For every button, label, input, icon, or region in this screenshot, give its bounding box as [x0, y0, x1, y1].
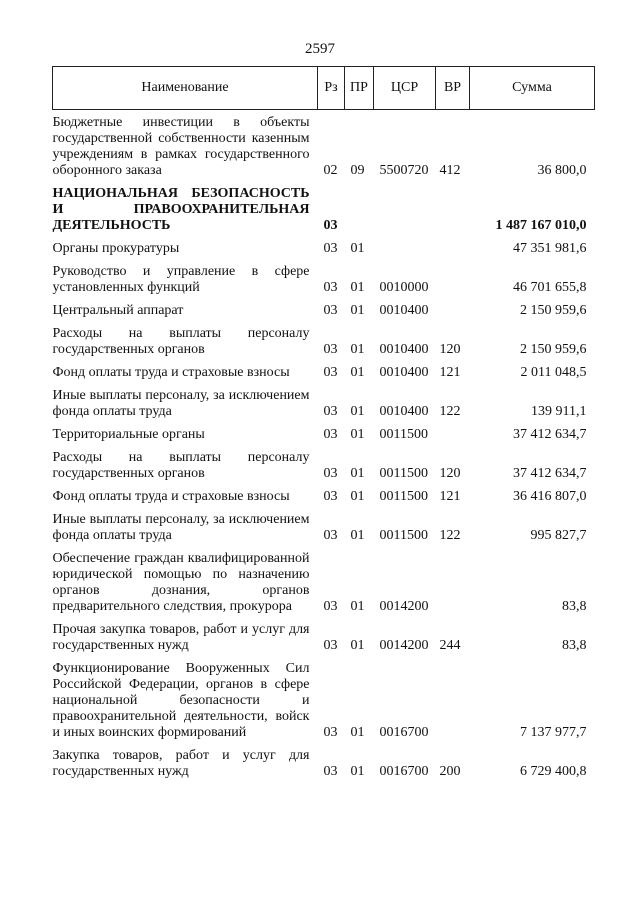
row-name: Закупка товаров, работ и услуг для государственных нужд [52, 748, 310, 779]
row-csr: 0010000 [379, 280, 429, 295]
row-pr: 01 [350, 280, 365, 295]
row-sum: 1 487 167 010,0 [495, 218, 587, 233]
row-vr: 200 [439, 764, 461, 779]
row-pr: 01 [350, 725, 365, 740]
table-row [53, 420, 595, 443]
header-pr: ПР [345, 67, 374, 110]
row-csr: 0010400 [379, 365, 429, 380]
table-row [53, 319, 595, 358]
table-row [53, 296, 595, 319]
row-vr: 120 [439, 466, 461, 481]
row-pr: 01 [350, 489, 365, 504]
row-name: Расходы на выплаты персоналу государственных органов [52, 326, 310, 357]
row-sum: 37 412 634,7 [513, 466, 587, 481]
row-sum: 37 412 634,7 [513, 427, 587, 442]
row-rz: 03 [323, 404, 338, 419]
row-rz: 03 [323, 280, 338, 295]
row-sum: 139 911,1 [531, 404, 587, 419]
row-csr [374, 234, 436, 257]
row-sum: 7 137 977,7 [520, 725, 587, 740]
row-pr: 01 [350, 466, 365, 481]
row-vr: 244 [439, 638, 461, 653]
row-csr: 0016700 [379, 764, 429, 779]
row-pr: 01 [350, 365, 365, 380]
row-rz: 03 [323, 218, 338, 233]
row-vr [436, 234, 470, 257]
table-row [53, 482, 595, 505]
row-name: Иные выплаты персоналу, за исключением фонда оплаты труда [52, 512, 310, 543]
row-rz: 03 [323, 466, 338, 481]
row-sum: 995 827,7 [530, 528, 587, 543]
row-name: Иные выплаты персоналу, за исключением фонда оплаты труда [52, 388, 310, 419]
table-row [53, 654, 595, 741]
row-name: Прочая закупка товаров, работ и услуг для государственных нужд [52, 622, 310, 653]
table-row [53, 381, 595, 420]
row-sum: 36 800,0 [537, 163, 587, 178]
table-row [53, 110, 595, 180]
row-pr [345, 179, 374, 234]
header-row [53, 67, 595, 110]
row-sum: 6 729 400,8 [520, 764, 587, 779]
row-sum: 2 150 959,6 [520, 303, 587, 318]
row-name: Бюджетные инвестиции в объекты государственной собственности казенным учреждениям в рамках государственного оборонного заказа [52, 115, 310, 178]
row-vr [436, 654, 470, 741]
row-rz: 03 [323, 764, 338, 779]
row-pr: 01 [350, 241, 365, 256]
row-rz: 03 [323, 528, 338, 543]
row-sum: 83,8 [562, 599, 587, 614]
row-csr: 5500720 [379, 163, 429, 178]
row-vr [436, 420, 470, 443]
table-body [53, 110, 595, 781]
table-row [53, 615, 595, 654]
row-csr: 0014200 [379, 638, 429, 653]
page-number: 2597 [305, 41, 335, 57]
row-name: НАЦИОНАЛЬНАЯ БЕЗОПАСНОСТЬ И ПРАВООХРАНИТЕЛЬНАЯ ДЕЯТЕЛЬНОСТЬ [52, 186, 310, 233]
row-csr: 0011500 [379, 466, 428, 481]
table-row [53, 505, 595, 544]
row-pr: 01 [350, 638, 365, 653]
row-sum: 83,8 [562, 638, 587, 653]
row-rz: 03 [323, 365, 338, 380]
budget-table [52, 66, 595, 780]
row-csr: 0010400 [379, 404, 429, 419]
row-vr: 120 [439, 342, 461, 357]
row-sum: 47 351 981,6 [513, 241, 587, 256]
table-row [53, 741, 595, 780]
row-sum: 2 150 959,6 [520, 342, 587, 357]
row-rz: 03 [323, 638, 338, 653]
row-name: Центральный аппарат [52, 303, 184, 318]
header-sum: Сумма [470, 67, 595, 110]
row-rz: 03 [323, 303, 338, 318]
row-csr: 0014200 [379, 599, 429, 614]
row-name: Органы прокуратуры [52, 241, 180, 256]
row-csr: 0016700 [379, 725, 429, 740]
row-sum: 2 011 048,5 [520, 365, 587, 380]
row-rz: 03 [323, 599, 338, 614]
header-rz: Рз [318, 67, 345, 110]
row-sum: 46 701 655,8 [513, 280, 587, 295]
row-pr: 01 [350, 427, 365, 442]
header-csr: ЦСР [374, 67, 436, 110]
row-name: Расходы на выплаты персоналу государственных органов [52, 450, 310, 481]
row-sum: 36 416 807,0 [513, 489, 587, 504]
row-name: Фонд оплаты труда и страховые взносы [52, 365, 290, 380]
row-pr: 01 [350, 342, 365, 357]
row-name: Функционирование Вооруженных Сил Российской Федерации, органов в сфере национальной безопасности и правоохранительной деятельности, войск и иных воинских формирований [52, 661, 310, 740]
row-rz: 03 [323, 489, 338, 504]
table-row [53, 544, 595, 615]
row-pr: 01 [350, 404, 365, 419]
table-row [53, 179, 595, 234]
table-header [53, 67, 595, 110]
row-csr [374, 179, 436, 234]
row-name: Фонд оплаты труда и страховые взносы [52, 489, 290, 504]
table-row [53, 257, 595, 296]
row-csr: 0010400 [379, 342, 429, 357]
row-vr [436, 544, 470, 615]
header-vr: ВР [436, 67, 470, 110]
row-rz: 02 [323, 163, 338, 178]
row-pr: 01 [350, 599, 365, 614]
row-rz: 03 [323, 427, 338, 442]
row-rz: 03 [323, 241, 338, 256]
row-vr [436, 179, 470, 234]
header-name: Наименование [53, 67, 318, 110]
row-csr: 0011500 [379, 427, 428, 442]
row-vr [436, 296, 470, 319]
table-row [53, 443, 595, 482]
row-name: Руководство и управление в сфере установленных функций [52, 264, 310, 295]
row-pr: 09 [350, 163, 365, 178]
row-name: Обеспечение граждан квалифицированной юридической помощью по назначению органов дознания, органов предварительного следствия, прокурора [52, 551, 310, 614]
row-pr: 01 [350, 303, 365, 318]
row-rz: 03 [323, 725, 338, 740]
row-csr: 0011500 [379, 528, 428, 543]
row-vr: 122 [439, 528, 461, 543]
row-vr: 122 [439, 404, 461, 419]
table-row [53, 358, 595, 381]
row-pr: 01 [350, 528, 365, 543]
row-csr: 0010400 [379, 303, 429, 318]
table-row [53, 234, 595, 257]
row-vr: 412 [439, 163, 461, 178]
row-name: Территориальные органы [52, 427, 205, 442]
row-csr: 0011500 [379, 489, 428, 504]
row-vr: 121 [439, 365, 461, 380]
row-vr: 121 [439, 489, 461, 504]
row-vr [436, 257, 470, 296]
row-pr: 01 [350, 764, 365, 779]
row-rz: 03 [323, 342, 338, 357]
